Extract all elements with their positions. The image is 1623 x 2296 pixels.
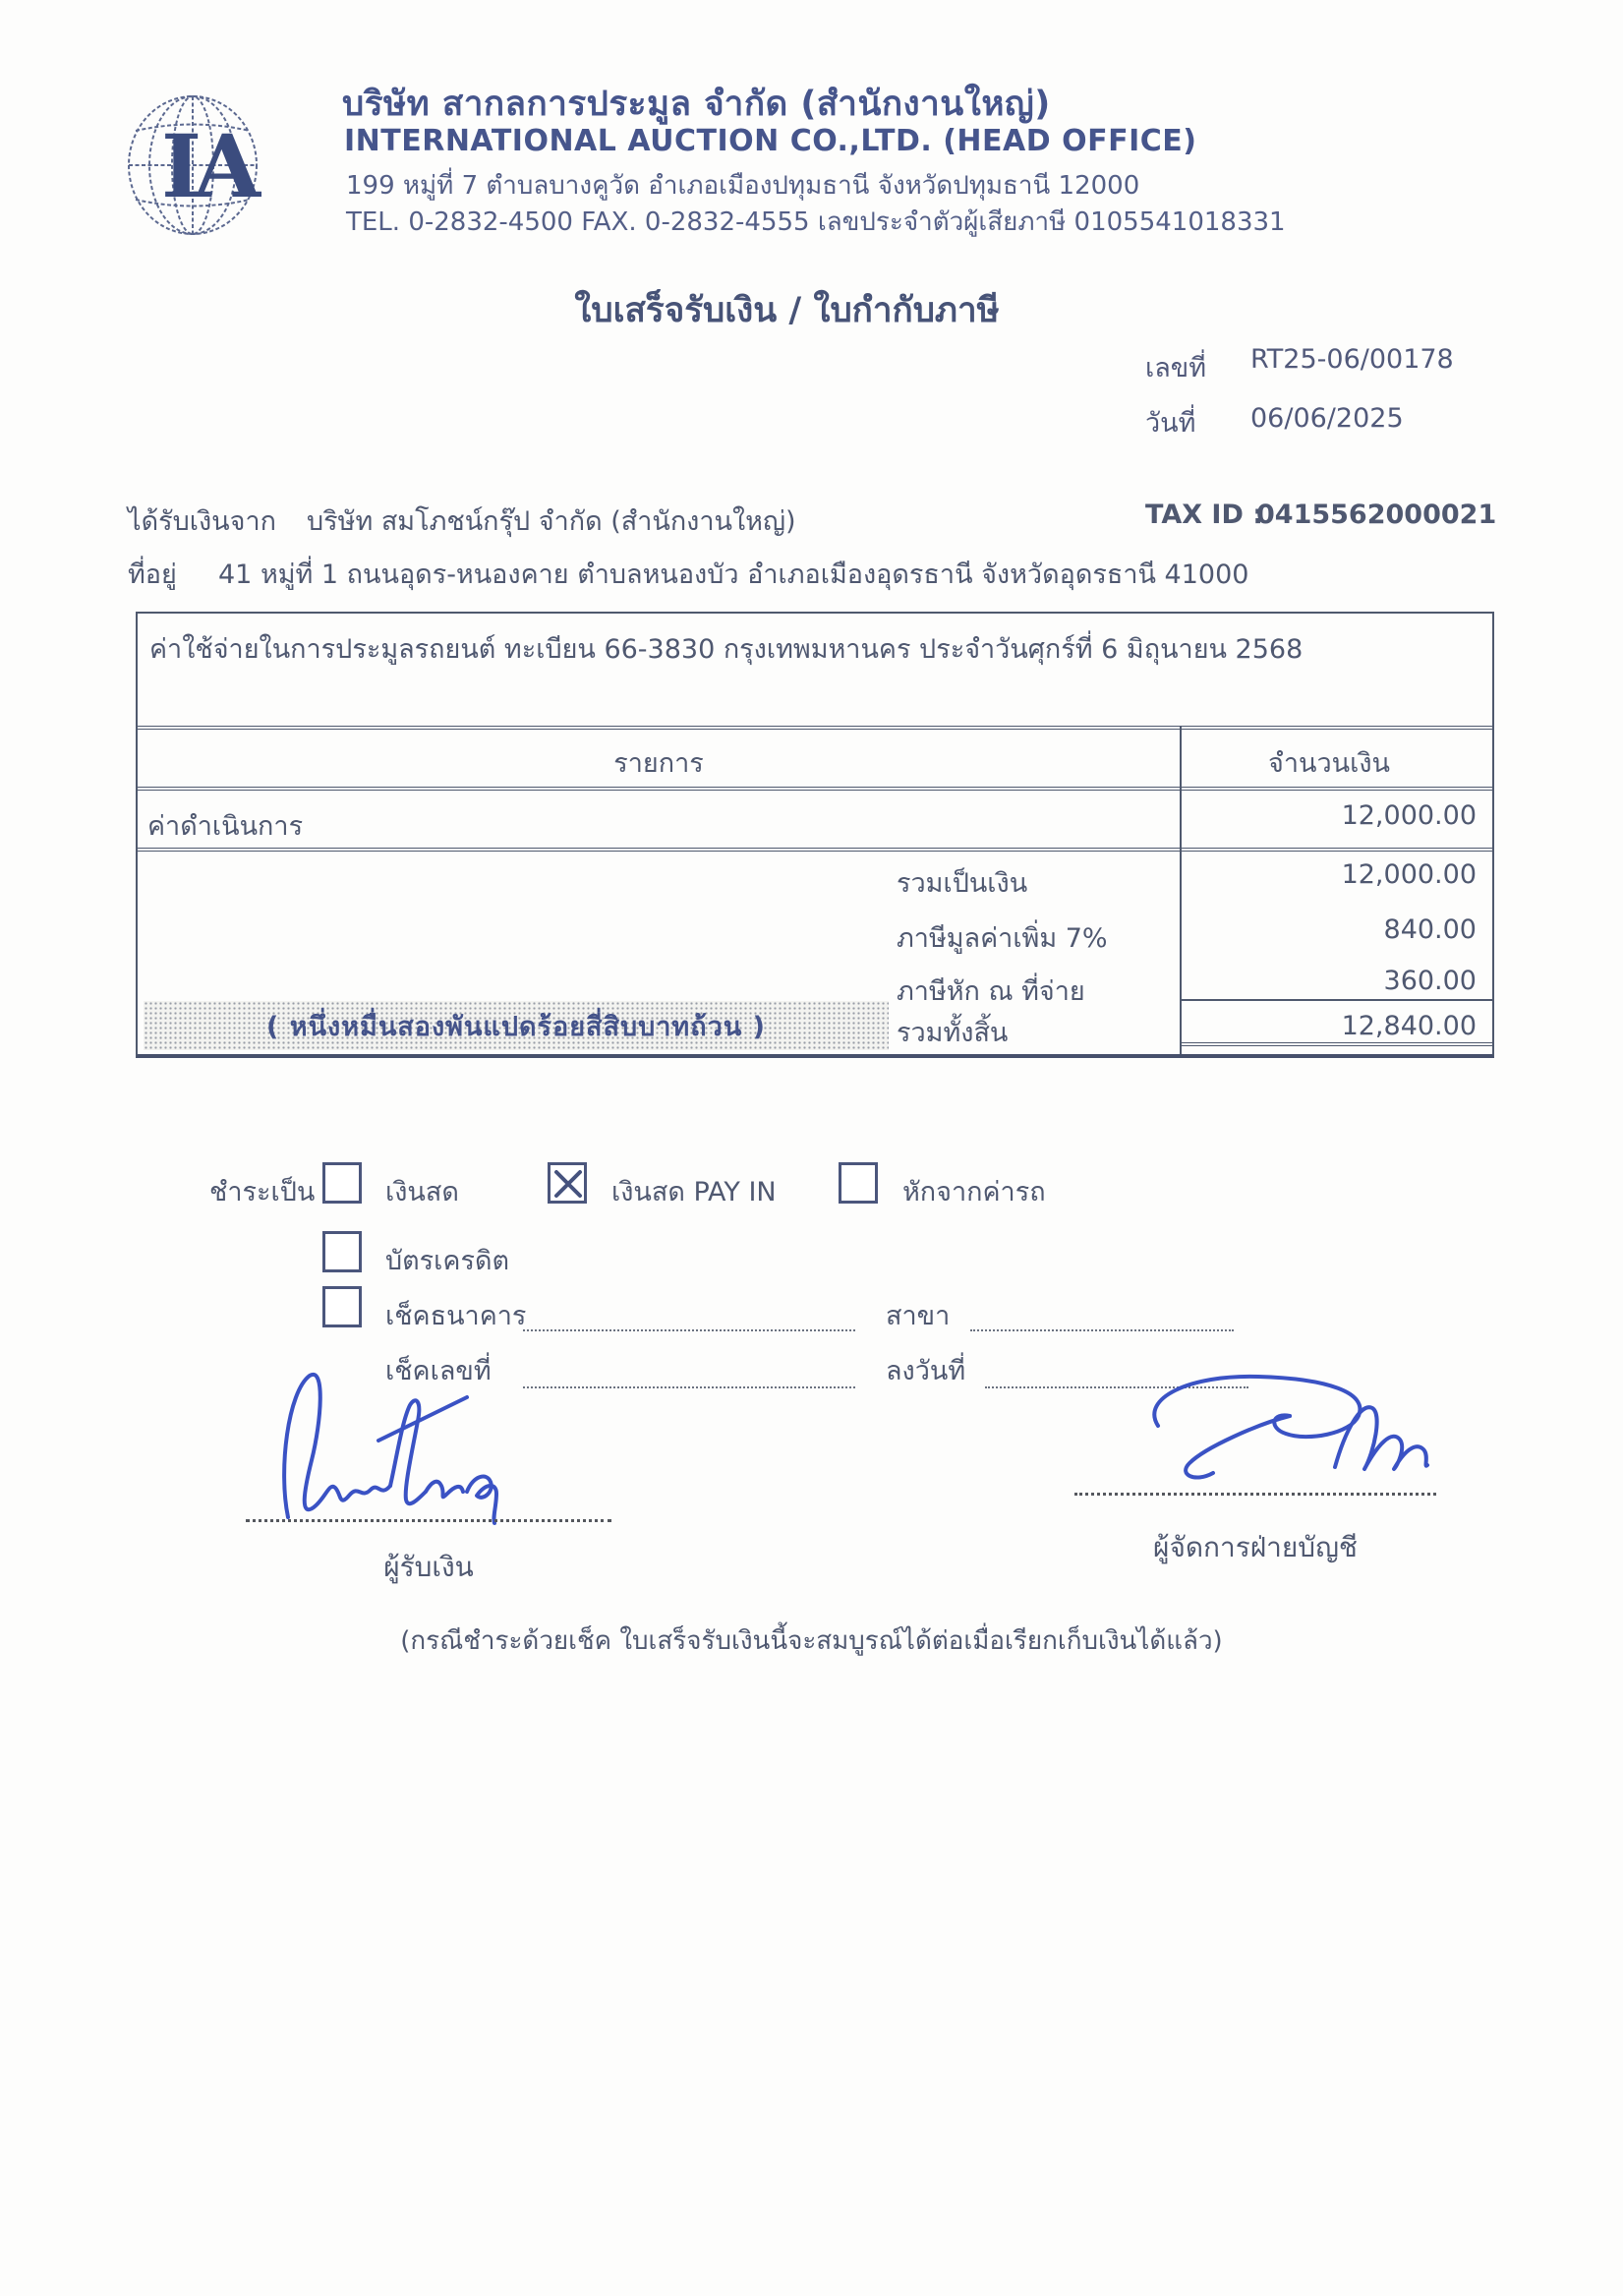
signature-ink-right [1111, 1369, 1455, 1501]
footnote: (กรณีชำระด้วยเช็ค ใบเสร็จรับเงินนี้จะสมบูรณ์ได้ต่อเมื่อเรียกเก็บเงินได้แล้ว) [400, 1626, 1223, 1656]
logo-letters: IA [161, 115, 254, 217]
doc-date-label: วันที่ [1145, 408, 1196, 439]
globe-icon [124, 87, 261, 239]
table-row-amount: 12,000.00 [1341, 800, 1477, 831]
payment-option-cash-label: เงินสด [385, 1177, 459, 1207]
doc-date-value: 06/06/2025 [1250, 403, 1404, 434]
receiver-signature-line [246, 1519, 611, 1522]
payer-address-label: ที่อยู่ [128, 559, 177, 590]
cheque-bank-field[interactable] [523, 1329, 855, 1331]
table-row-item: ค่าดำเนินการ [147, 811, 304, 842]
manager-signature [1111, 1369, 1455, 1501]
table-description: ค่าใช้จ่ายในการประมูลรถยนต์ ทะเบียน 66-3830 กรุงเทพมหานคร ประจำวันศุกร์ที่ 6 มิถุนายน 2568 [149, 634, 1304, 665]
manager-signature-label: ผู้จัดการฝ่ายบัญชี [1153, 1531, 1358, 1563]
company-name-th: บริษัท สากลการประมูล จำกัด (สำนักงานใหญ่) [342, 85, 1051, 124]
total-label-grand: รวมทั้งสิ้น [897, 1018, 1009, 1048]
company-name-en: INTERNATIONAL AUCTION CO.,LTD. (HEAD OFFICE) [344, 124, 1197, 158]
manager-signature-line [1074, 1493, 1436, 1496]
payment-label: ชำระเป็น [209, 1177, 316, 1207]
receiver-signature [270, 1362, 605, 1529]
checkbox-deduct-from-car[interactable] [839, 1162, 878, 1204]
total-label-wht: ภาษีหัก ณ ที่จ่าย [897, 976, 1085, 1007]
branch-field[interactable] [970, 1329, 1234, 1331]
payer-address-value: 41 หมู่ที่ 1 ถนนอุดร-หนองคาย ตำบลหนองบัว อำเภอเมืองอุดรธานี จังหวัดอุดรธานี 41000 [218, 559, 1249, 590]
table-rule [138, 787, 1492, 791]
checkbox-cash-pay-in[interactable] [548, 1162, 587, 1204]
doc-no-value: RT25-06/00178 [1250, 344, 1454, 375]
total-amount-grand: 12,840.00 [1341, 1011, 1477, 1041]
company-contact: TEL. 0-2832-4500 FAX. 0-2832-4555 เลขประจำตัวผู้เสียภาษี 0105541018331 [346, 207, 1286, 237]
company-logo [124, 87, 261, 239]
doc-no-label: เลขที่ [1145, 353, 1207, 383]
checkbox-bank-cheque[interactable] [322, 1286, 362, 1327]
page-title: ใบเสร็จรับเงิน / ใบกำกับภาษี [574, 291, 1000, 330]
table-rule [1180, 999, 1492, 1001]
cheque-no-label: เช็คเลขที่ [385, 1356, 492, 1386]
payment-option-deduct-label: หักจากค่ารถ [902, 1177, 1046, 1207]
payment-option-payin-label: เงินสด PAY IN [611, 1177, 777, 1207]
received-from-label: ได้รับเงินจาก [128, 506, 276, 537]
company-address: 199 หมู่ที่ 7 ตำบลบางคูวัด อำเภอเมืองปทุมธานี จังหวัดปทุมธานี 12000 [346, 171, 1140, 201]
table-rule [1180, 1042, 1492, 1046]
table-rule [138, 726, 1492, 730]
total-amount-wht: 360.00 [1383, 966, 1477, 996]
total-label-subtotal: รวมเป็นเงิน [897, 868, 1028, 899]
signature-ink-left [270, 1362, 605, 1529]
checkbox-cash[interactable] [322, 1162, 362, 1204]
x-mark-icon [552, 1167, 584, 1201]
payment-option-cheque-label: เช็คธนาคาร [385, 1301, 527, 1331]
payment-option-credit-label: บัตรเครดิต [385, 1246, 510, 1276]
tax-id-value: 0415562000021 [1256, 500, 1497, 530]
branch-label: สาขา [886, 1301, 951, 1331]
column-header-item: รายการ [613, 748, 704, 779]
total-amount-vat: 840.00 [1383, 914, 1477, 945]
received-from-value: บริษัท สมโภชน์กรุ๊ป จำกัด (สำนักงานใหญ่) [307, 506, 796, 537]
invoice-table [136, 612, 1494, 1058]
table-rule [138, 848, 1492, 852]
total-amount-subtotal: 12,000.00 [1341, 859, 1477, 890]
tax-id-label: TAX ID : [1145, 500, 1264, 530]
column-header-amount: จำนวนเงิน [1268, 748, 1390, 779]
total-label-vat: ภาษีมูลค่าเพิ่ม 7% [897, 923, 1108, 954]
cheque-date-label: ลงวันที่ [886, 1356, 966, 1386]
checkbox-credit-card[interactable] [322, 1231, 362, 1272]
receiver-signature-label: ผู้รับเงิน [383, 1551, 474, 1583]
amount-in-words: ( หนึ่งหมื่นสองพันแปดร้อยสี่สิบบาทถ้วน ) [144, 1001, 889, 1050]
